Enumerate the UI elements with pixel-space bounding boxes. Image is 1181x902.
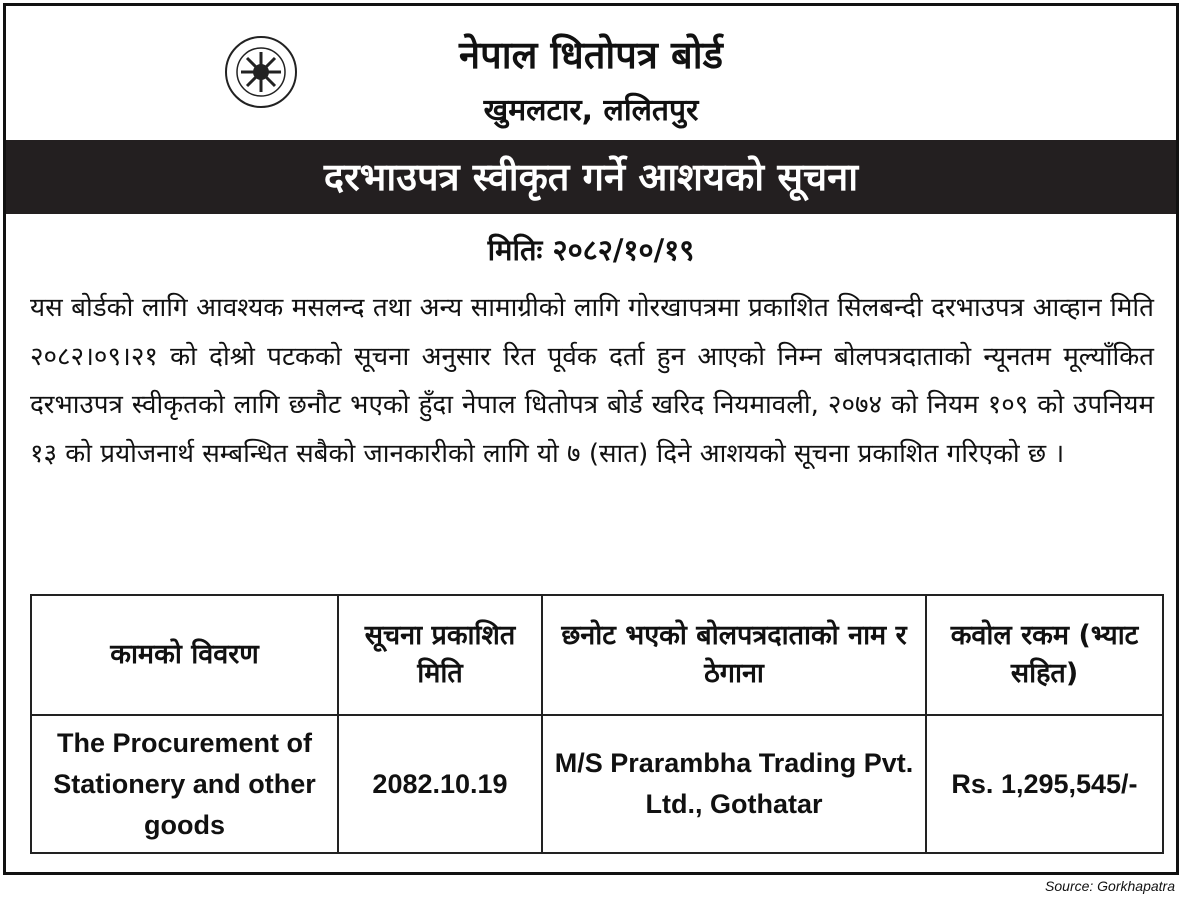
organization-address: खुमलटार, ललितपुर — [483, 93, 699, 128]
table-row — [31, 715, 1163, 853]
header-publish-date: सूचना प्रकाशित मिति — [338, 595, 542, 715]
table-header-row — [31, 595, 1163, 715]
notice-frame — [3, 3, 1179, 875]
source-credit: Source: Gorkhapatra — [1045, 878, 1175, 894]
header-work-description: कामको विवरण — [31, 595, 338, 715]
award-table — [30, 594, 1164, 854]
notice-date: मितिः २०८२/१०/१९ — [487, 233, 695, 267]
notice-title: दरभाउपत्र स्वीकृत गर्ने आशयको सूचना — [6, 140, 1176, 214]
notice-body: यस बोर्डको लागि आवश्यक मसलन्द तथा अन्य सामाग्रीको लागि गोरखापत्रमा प्रकाशित सिलबन्दी दरभाउपत्र आव्हान मिति २०८२।०९।२१ को दोश्रो पटकको सूचना अनुसार रित पूर्वक दर्ता हुन आएको निम्न बोलपत्रदाताको न्यूनतम मूल्याँकित दरभाउपत्र स्वीकृतको लागि छनौट भएको हुँदा नेपाल धितोपत्र बोर्ड खरिद नियमावली, २०७४ को नियम १०९ को उपनियम १३ को प्रयोजनार्थ सम्बन्धित सबैको जानकारीको लागि यो ७ (सात) दिने आशयको सूचना प्रकाशित गरिएको छ । — [30, 293, 1154, 469]
header-bidder: छनोट भएको बोलपत्रदाताको नाम र ठेगाना — [542, 595, 926, 715]
cell-amount: Rs. 1,295,545/- — [926, 715, 1163, 853]
cell-publish-date: 2082.10.19 — [338, 715, 542, 853]
cell-work-description: The Procurement of Stationery and other goods — [31, 715, 338, 853]
organization-name: नेपाल धितोपत्र बोर्ड — [459, 33, 723, 77]
sebon-logo — [224, 22, 298, 122]
cell-bidder: M/S Prarambha Trading Pvt. Ltd., Gothatar — [542, 715, 926, 853]
header-amount: कवोल रकम (भ्याट सहित) — [926, 595, 1163, 715]
